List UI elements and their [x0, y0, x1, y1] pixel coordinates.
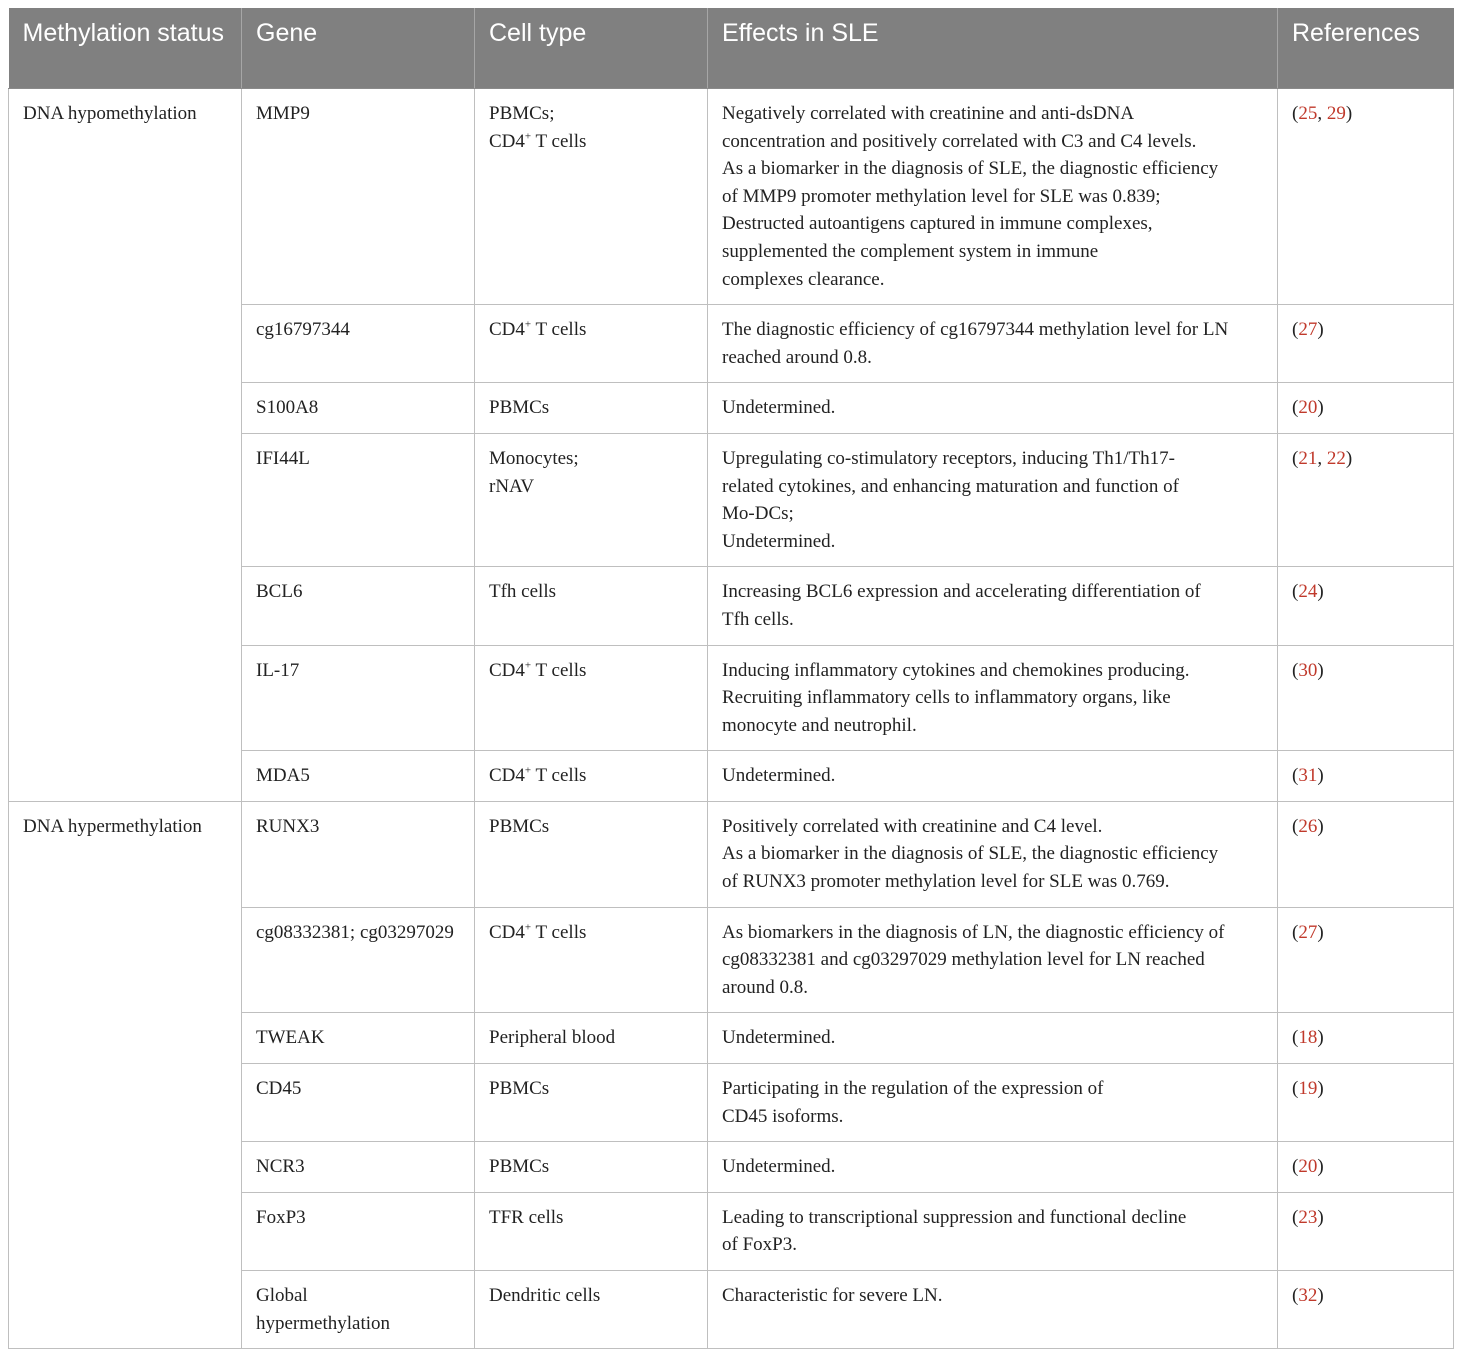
gene-cell: IL-17 [242, 645, 475, 751]
cell-type-line: Monocytes; [489, 447, 579, 469]
effect-line: Characteristic for severe LN. [722, 1285, 943, 1306]
effect-line: CD45 isoforms. [722, 1105, 844, 1127]
table-header [9, 8, 1454, 89]
effects-cell [708, 1013, 1278, 1064]
gene-cell: MDA5 [242, 751, 475, 802]
cell-type-line: CD4+ T cells [489, 318, 587, 341]
methylation-status-cell: DNA hypermethylation [9, 801, 242, 1348]
cell-type-cell [475, 1013, 708, 1064]
cell-type-cell [475, 89, 708, 305]
references-cell: (21, 22) [1278, 433, 1454, 566]
table-row [9, 801, 1454, 907]
table-row [9, 89, 1454, 305]
references-cell: (23) [1278, 1192, 1454, 1270]
cell-type-cell [475, 305, 708, 383]
effect-line: Negatively correlated with creatinine and anti-dsDNA [722, 103, 1135, 124]
cell-type-cell [475, 1271, 708, 1349]
cell-type-cell [475, 383, 708, 434]
effect-line: Undetermined. [722, 530, 836, 552]
gene-cell: NCR3 [242, 1142, 475, 1193]
cell-type-line: TFR cells [489, 1206, 564, 1228]
gene-cell: S100A8 [242, 383, 475, 434]
references-cell: (20) [1278, 383, 1454, 434]
effects-cell [708, 433, 1278, 566]
cell-type-cell [475, 1192, 708, 1270]
effect-line: Mo-DCs; [722, 503, 794, 525]
header-cell-type: Cell type [475, 8, 708, 89]
cell-type-line: PBMCs [489, 815, 550, 837]
effect-line: Tfh cells. [722, 608, 794, 630]
header-effects: Effects in SLE [708, 8, 1278, 89]
references-cell: (32) [1278, 1271, 1454, 1349]
gene-cell: CD45 [242, 1064, 475, 1142]
effect-line: around 0.8. [722, 976, 809, 998]
methylation-table-container [8, 8, 1453, 1349]
effects-cell [708, 1064, 1278, 1142]
cell-type-cell [475, 907, 708, 1013]
gene-cell [242, 1271, 475, 1349]
reference-link[interactable]: 19 [1298, 1078, 1318, 1100]
cell-type-line: CD4+ T cells [489, 659, 587, 681]
reference-link[interactable]: 27 [1298, 921, 1318, 943]
gene-cell: TWEAK [242, 1013, 475, 1064]
effect-line: reached around 0.8. [722, 346, 872, 368]
effect-line: As biomarkers in the diagnosis of LN, the diagnostic efficiency of [722, 921, 1225, 943]
effects-cell [708, 1192, 1278, 1270]
reference-link[interactable]: 22 [1326, 447, 1346, 469]
cell-type-line: Tfh cells [489, 581, 557, 603]
effect-line: of MMP9 promoter methylation level for SLE was 0.839; [722, 185, 1161, 207]
effect-line: complexes clearance. [722, 268, 885, 290]
reference-link[interactable]: 31 [1298, 765, 1318, 787]
effect-line: related cytokines, and enhancing maturation and function of [722, 475, 1179, 497]
references-cell: (31) [1278, 751, 1454, 802]
header-gene: Gene [242, 8, 475, 89]
gene-name: Global hypermethylation [256, 1285, 391, 1334]
cell-type-cell [475, 433, 708, 566]
cell-type-line: PBMCs [489, 397, 550, 419]
gene-cell: cg08332381; cg03297029 [242, 907, 475, 1013]
effect-line: cg08332381 and cg03297029 methylation level for LN reached [722, 949, 1205, 971]
effects-cell [708, 383, 1278, 434]
effect-line: monocyte and neutrophil. [722, 714, 917, 736]
effect-line: Destructed autoantigens captured in immune complexes, [722, 213, 1153, 235]
reference-link[interactable]: 30 [1298, 659, 1318, 681]
effects-cell [708, 1271, 1278, 1349]
effect-line: Undetermined. [722, 397, 836, 419]
reference-link[interactable]: 29 [1326, 103, 1346, 124]
cell-type-line: Peripheral blood [489, 1027, 616, 1049]
gene-cell: RUNX3 [242, 801, 475, 907]
references-cell: (20) [1278, 1142, 1454, 1193]
reference-link[interactable]: 26 [1298, 815, 1318, 837]
methylation-table [8, 8, 1454, 1349]
reference-link[interactable]: 27 [1298, 319, 1318, 341]
cell-type-line: CD4+ T cells [489, 130, 587, 152]
references-cell: (24) [1278, 567, 1454, 645]
gene-cell: MMP9 [242, 89, 475, 305]
cell-type-line: CD4+ T cells [489, 764, 587, 787]
gene-cell: IFI44L [242, 433, 475, 566]
header-methylation-status: Methylation status [9, 8, 242, 89]
effect-line: concentration and positively correlated with C3 and C4 levels. [722, 130, 1197, 152]
references-cell: (27) [1278, 907, 1454, 1013]
effect-line: As a biomarker in the diagnosis of SLE, the diagnostic efficiency [722, 843, 1219, 865]
reference-link[interactable]: 24 [1298, 581, 1318, 603]
reference-link[interactable]: 20 [1298, 1156, 1318, 1178]
cell-type-line: PBMCs [489, 1078, 550, 1100]
gene-cell: BCL6 [242, 567, 475, 645]
table-body [9, 89, 1454, 1349]
cell-type-line: rNAV [489, 475, 535, 497]
effects-cell [708, 89, 1278, 305]
cell-type-cell [475, 567, 708, 645]
references-cell: (27) [1278, 305, 1454, 383]
effect-line: The diagnostic efficiency of cg16797344 methylation level for LN [722, 319, 1229, 341]
references-cell: (26) [1278, 801, 1454, 907]
cell-type-line: Dendritic cells [489, 1285, 601, 1306]
effect-line: Inducing inflammatory cytokines and chemokines producing. [722, 659, 1190, 681]
header-row [9, 8, 1454, 89]
effect-line: Undetermined. [722, 765, 836, 787]
cell-type-cell [475, 751, 708, 802]
cell-type-cell [475, 1064, 708, 1142]
effects-cell [708, 645, 1278, 751]
effect-line: Upregulating co-stimulatory receptors, inducing Th1/Th17- [722, 447, 1175, 469]
effects-cell [708, 305, 1278, 383]
effect-line: of RUNX3 promoter methylation level for SLE was 0.769. [722, 871, 1170, 893]
effects-cell [708, 907, 1278, 1013]
reference-link[interactable]: 25 [1298, 103, 1318, 124]
cell-type-cell [475, 801, 708, 907]
effect-line: supplemented the complement system in immune [722, 240, 1099, 262]
cell-type-cell [475, 1142, 708, 1193]
effects-cell [708, 751, 1278, 802]
gene-cell: cg16797344 [242, 305, 475, 383]
effect-line: Undetermined. [722, 1027, 836, 1049]
cell-type-cell [475, 645, 708, 751]
cell-type-line: PBMCs [489, 1156, 550, 1178]
effect-line: As a biomarker in the diagnosis of SLE, the diagnostic efficiency [722, 158, 1219, 180]
effects-cell [708, 1142, 1278, 1193]
references-cell: (25, 29) [1278, 89, 1454, 305]
references-cell: (18) [1278, 1013, 1454, 1064]
reference-link[interactable]: 23 [1298, 1206, 1318, 1228]
reference-link[interactable]: 18 [1298, 1027, 1318, 1049]
effects-cell [708, 567, 1278, 645]
effect-line: Participating in the regulation of the expression of [722, 1078, 1104, 1100]
effect-line: of FoxP3. [722, 1234, 797, 1256]
reference-link[interactable]: 20 [1298, 397, 1318, 419]
effect-line: Increasing BCL6 expression and accelerating differentiation of [722, 581, 1201, 603]
header-references: References [1278, 8, 1454, 89]
effect-line: Undetermined. [722, 1156, 836, 1178]
reference-link[interactable]: 32 [1298, 1285, 1318, 1306]
references-cell: (30) [1278, 645, 1454, 751]
effect-line: Positively correlated with creatinine and C4 level. [722, 815, 1103, 837]
methylation-status-cell: DNA hypomethylation [9, 89, 242, 802]
effects-cell [708, 801, 1278, 907]
cell-type-line: PBMCs; [489, 103, 555, 124]
cell-type-line: CD4+ T cells [489, 921, 587, 943]
references-cell: (19) [1278, 1064, 1454, 1142]
gene-cell: FoxP3 [242, 1192, 475, 1270]
effect-line: Leading to transcriptional suppression and functional decline [722, 1206, 1187, 1228]
effect-line: Recruiting inflammatory cells to inflammatory organs, like [722, 687, 1171, 709]
reference-link[interactable]: 21 [1298, 447, 1318, 469]
